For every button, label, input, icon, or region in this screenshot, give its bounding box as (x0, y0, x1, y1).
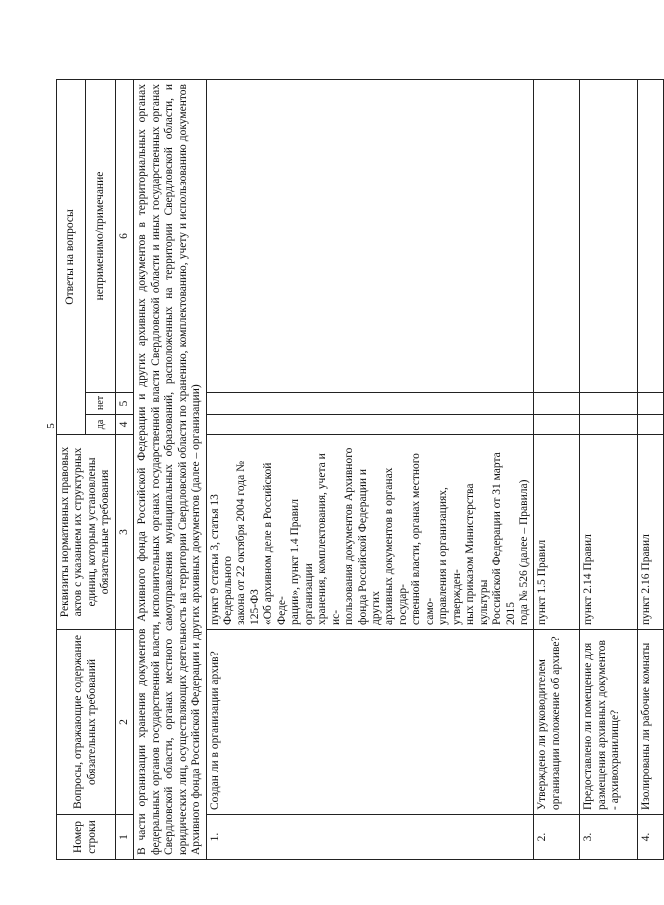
row-question: Создан ли в организации архив? (206, 630, 534, 815)
answer-yes-cell (638, 415, 664, 435)
header-yes: да (86, 415, 115, 435)
column-number: 6 (115, 80, 133, 393)
answer-yes-cell (206, 415, 534, 435)
rotated-page-content (56, 80, 653, 860)
row-number: 2. (534, 815, 580, 860)
column-number-row (115, 80, 133, 860)
row-requisite: пункт 1.5 Правил (534, 435, 580, 630)
answer-yes-cell (580, 415, 638, 435)
requirements-table (56, 79, 664, 860)
header-na: неприменимо/примечание (86, 80, 115, 393)
row-question: Изолированы ли рабочие комнаты (638, 630, 664, 815)
answer-yes-cell (534, 415, 580, 435)
table-row (206, 80, 534, 860)
row-number: 3. (580, 815, 638, 860)
answer-no-cell (580, 393, 638, 415)
row-requisite: пункт 2.14 Правил (580, 435, 638, 630)
answer-na-cell (534, 80, 580, 393)
header-answers: Ответы на вопросы (57, 80, 86, 435)
column-number: 5 (115, 393, 133, 415)
header-row-1 (57, 80, 86, 860)
header-requisites: Реквизиты нормативных правовых актов с указанием их структурных единиц, которым установлены обязательные требования (57, 435, 116, 630)
header-number: Номер строки (57, 815, 116, 860)
column-number: 1 (115, 815, 133, 860)
table-row (580, 80, 638, 860)
answer-no-cell (638, 393, 664, 415)
row-requisite: пункт 9 статьи 3, статья 13 Федерального закона от 22 октября 2004 года № 125-ФЗ «Об архивном деле в Российской Феде- рации», пункт 1.4 Правил организации хранения, комплектования, учета и ис- пользования документов Архивного фонда Российской Федерации и других архивных документов в органах государ- ственной власти, органах местного само- управления и организациях, утвержден- ных приказом Министерства культуры Российской Федерации от 31 марта 2015 года № 526 (далее – Правила) (206, 435, 534, 630)
column-number: 3 (115, 435, 133, 630)
answer-na-cell (638, 80, 664, 393)
page-number: 5 (45, 423, 57, 429)
table-row (638, 80, 664, 860)
row-question: Утверждено ли руководителем организации положение об архиве? (534, 630, 580, 815)
header-questions: Вопросы, отражающие содержание обязательных требований (57, 630, 116, 815)
row-question: Предоставлено ли помещение для размещения архивных документов - архивохранилище? (580, 630, 638, 815)
header-no: нет (86, 393, 115, 415)
column-number: 4 (115, 415, 133, 435)
row-number: 4. (638, 815, 664, 860)
answer-no-cell (534, 393, 580, 415)
table-row (534, 80, 580, 860)
row-requisite: пункт 2.16 Правил (638, 435, 664, 630)
section-text: В части организации хранения документов Архивного фонда Российской Федерации и других архивных документов в территориальных органах федеральных органов государственной власти, исполнительных органах государственной власти Свердловской области и иных государственных органах Свердловской области, органах местного самоуправления муниципальных образований, расположенных на территории Свердловской области, и юридических лиц, осуществляющих деятельность на территории Свердловской области по хранению, комплектованию, учету и использованию документов Архивного фонда Российской Федерации и других архивных документов (далее – организации) (134, 80, 206, 860)
row-number: 1. (206, 815, 534, 860)
section-row (134, 80, 206, 860)
answer-na-cell (206, 80, 534, 393)
column-number: 2 (115, 630, 133, 815)
answer-na-cell (580, 80, 638, 393)
answer-no-cell (206, 393, 534, 415)
